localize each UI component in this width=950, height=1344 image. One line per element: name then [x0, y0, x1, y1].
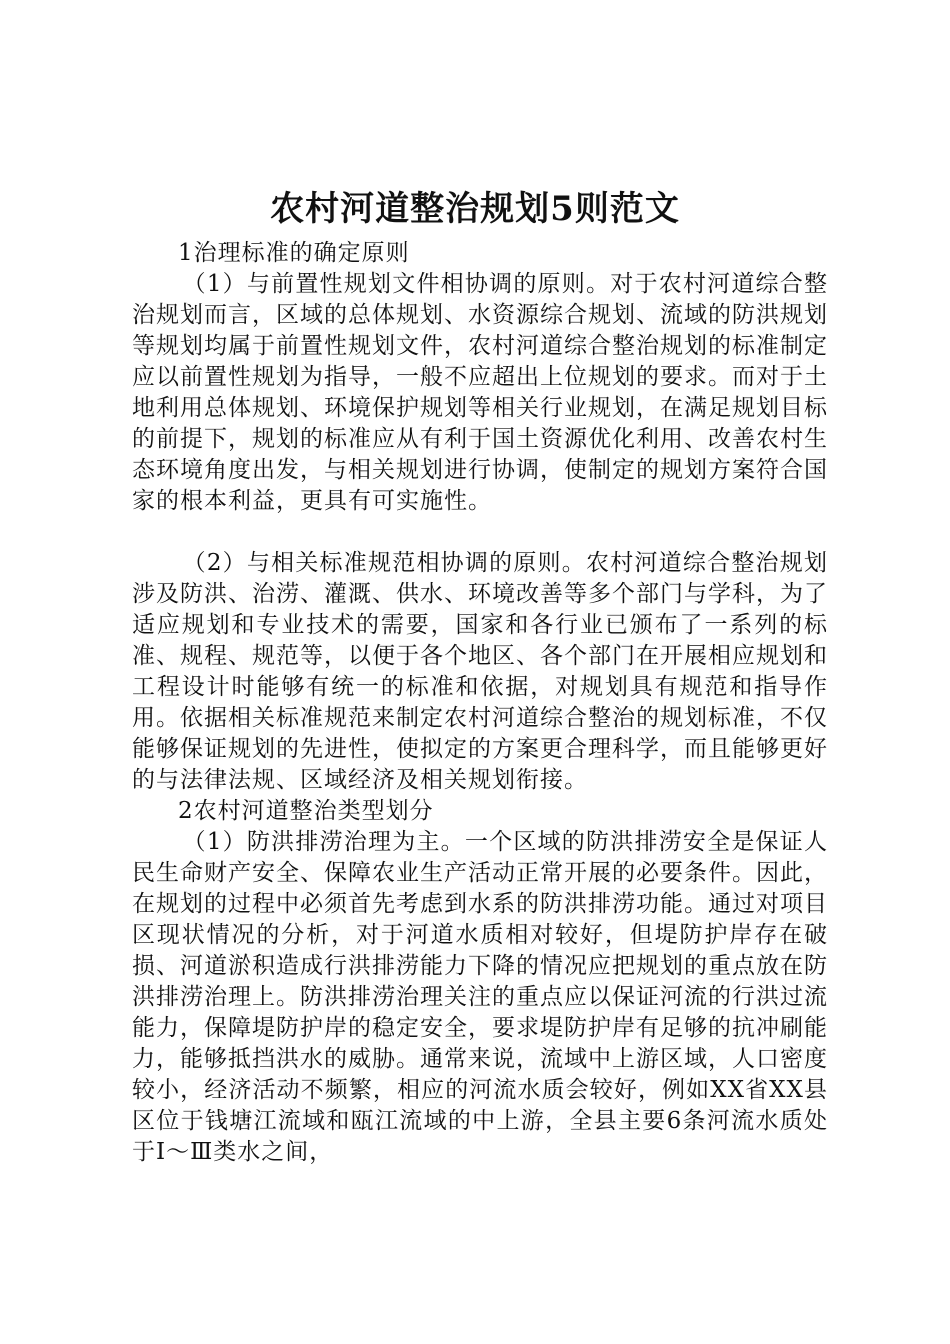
document-body	[132, 238, 828, 1168]
section-heading-1: 1治理标准的确定原则	[178, 240, 410, 266]
section-heading-2: 2农村河道整治类型划分	[178, 798, 434, 824]
document-title: 农村河道整治规划5则范文	[270, 189, 680, 229]
paragraph-1-2: （2）与相关标准规范相协调的原则。农村河道综合整治规划涉及防洪、治涝、灌溉、供水、环境改善等多个部门与学科，为了适应规划和专业技术的需要，国家和各行业已颁布了一系列的标准、规程、规范等，以便于各个地区、各个部门在开展相应规划和工程设计时能够有统一的标准和依据，对规划具有规范和指导作用。依据相关标准规范来制定农村河道综合整治的规划标准，不仅能够保证规划的先进性，使拟定的方案更合理科学，而且能够更好的与法律法规、区域经济及相关规划衔接。	[132, 550, 828, 793]
paragraph-2-1: （1）防洪排涝治理为主。一个区域的防洪排涝安全是保证人民生命财产安全、保障农业生产活动正常开展的必要条件。因此，在规划的过程中必须首先考虑到水系的防洪排涝功能。通过对项目区现状情况的分析，对于河道水质相对较好，但堤防护岸存在破损、河道淤积造成行洪排涝能力下降的情况应把规划的重点放在防洪排涝治理上。防洪排涝治理关注的重点应以保证河流的行洪过流能力，保障堤防护岸的稳定安全，要求堤防护岸有足够的抗冲刷能力，能够抵挡洪水的威胁。通常来说，流域中上游区域，人口密度较小，经济活动不频繁，相应的河流水质会较好，例如XX省XX县区位于钱塘江流域和瓯江流域的中上游，全县主要6条河流水质处于Ⅰ～Ⅲ类水之间，	[132, 829, 828, 1165]
paragraph-1-1: （1）与前置性规划文件相协调的原则。对于农村河道综合整治规划而言，区域的总体规划、水资源综合规划、流域的防洪规划等规划均属于前置性规划文件，农村河道综合整治规划的标准制定应以前置性规划为指导，一般不应超出上位规划的要求。而对于土地利用总体规划、环境保护规划等相关行业规划，在满足规划目标的前提下，规划的标准应从有利于国土资源优化利用、改善农村生态环境角度出发，与相关规划进行协调，使制定的规划方案符合国家的根本利益，更具有可实施性。	[132, 271, 828, 514]
